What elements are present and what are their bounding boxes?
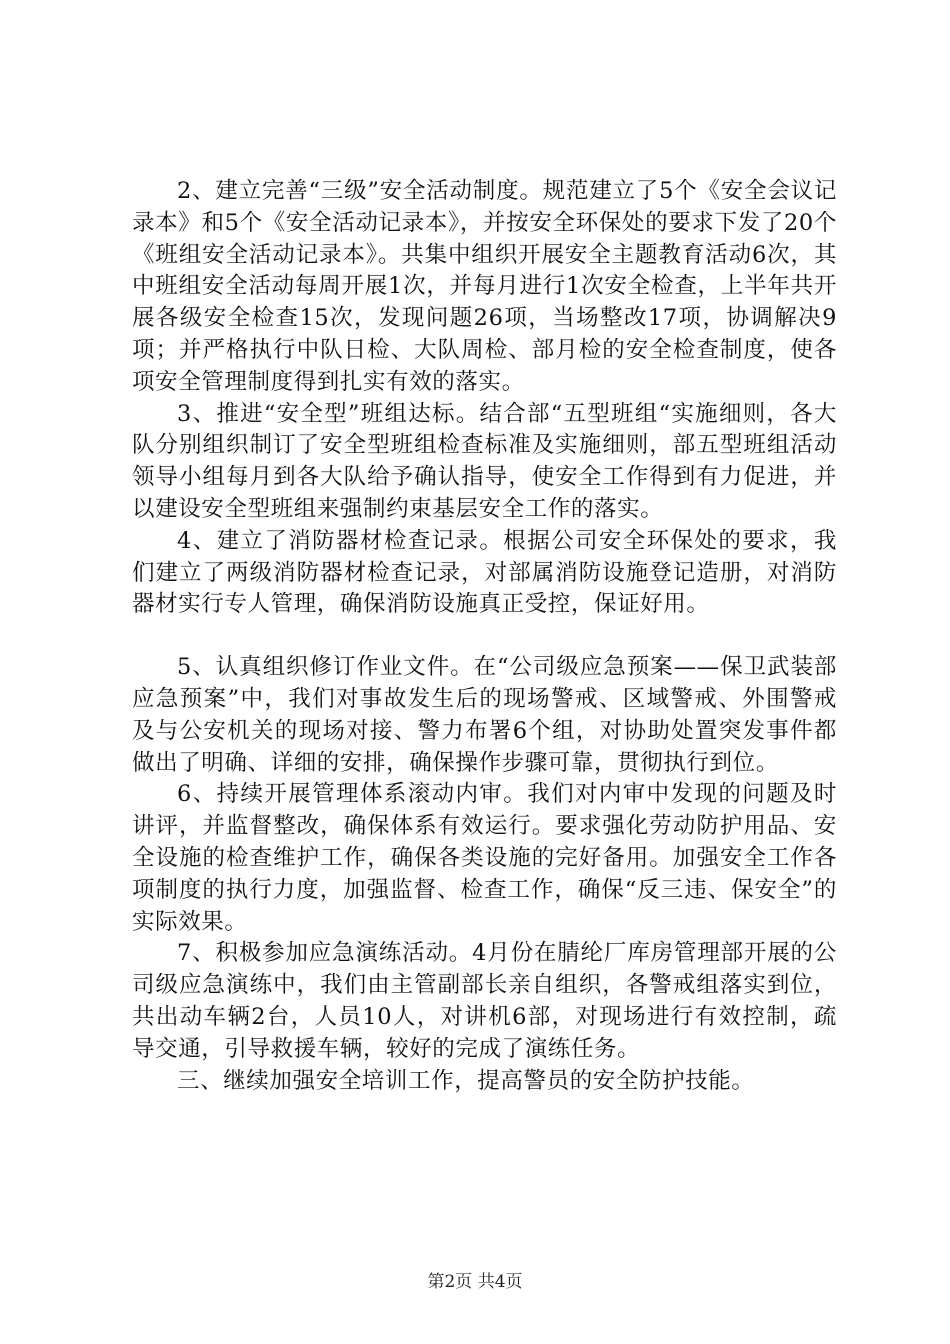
paragraph-item-6: 6、持续开展管理体系滚动内审。我们对内审中发现的问题及时讲评，并监督整改，确保体系有效运行。要求强化劳动防护用品、安全设施的检查维护工作，确保各类设施的完好备用。加强安全工作各项制度的执行力度，加强监督、检查工作，确保“反三违、保安全”的实际效果。 xyxy=(132,781,837,935)
page-number-footer: 第2页 共4页 xyxy=(427,1272,523,1292)
paragraph-item-4: 4、建立了消防器材检查记录。根据公司安全环保处的要求，我们建立了两级消防器材检查记录，对部属消防设施登记造册，对消防器材实行专人管理，确保消防设施真正受控，保证好用。 xyxy=(132,527,837,618)
paragraph-item-5: 5、认真组织修订作业文件。在“公司级应急预案——保卫武装部应急预案”中，我们对事故发生后的现场警戒、区域警戒、外围警戒及与公安机关的现场对接、警力布署6个组，对协助处置突发事件都做出了明确、详细的安排，确保操作步骤可靠，贯彻执行到位。 xyxy=(132,654,837,776)
paragraph-item-3: 3、推进“安全型”班组达标。结合部“五型班组“实施细则，各大队分别组织制订了安全型班组检查标准及实施细则，部五型班组活动领导小组每月到各大队给予确认指导，使安全工作得到有力促进，并以建设安全型班组来强制约束基层安全工作的落实。 xyxy=(132,400,837,522)
document-body xyxy=(132,176,837,1097)
paragraph-item-2: 2、建立完善“三级”安全活动制度。规范建立了5个《安全会议记录本》和5个《安全活动记录本》，并按安全环保处的要求下发了20个《班组安全活动记录本》。共集中组织开展安全主题教育活动6次，其中班组安全活动每周开展1次，并每月进行1次安全检查，上半年共开展各级安全检查15次，发现问题26项，当场整改17项，协调解决9项；并严格执行中队日检、大队周检、部月检的安全检查制度，使各项安全管理制度得到扎实有效的落实。 xyxy=(132,178,837,395)
paragraph-item-7: 7、积极参加应急演练活动。4月份在腈纶厂库房管理部开展的公司级应急演练中，我们由主管副部长亲自组织，各警戒组落实到位，共出动车辆2台，人员10人，对讲机6部，对现场进行有效控制，疏导交通，引导救援车辆，较好的完成了演练任务。 xyxy=(132,940,837,1062)
section-heading-3: 三、继续加强安全培训工作，提高警员的安全防护技能。 xyxy=(177,1067,755,1094)
